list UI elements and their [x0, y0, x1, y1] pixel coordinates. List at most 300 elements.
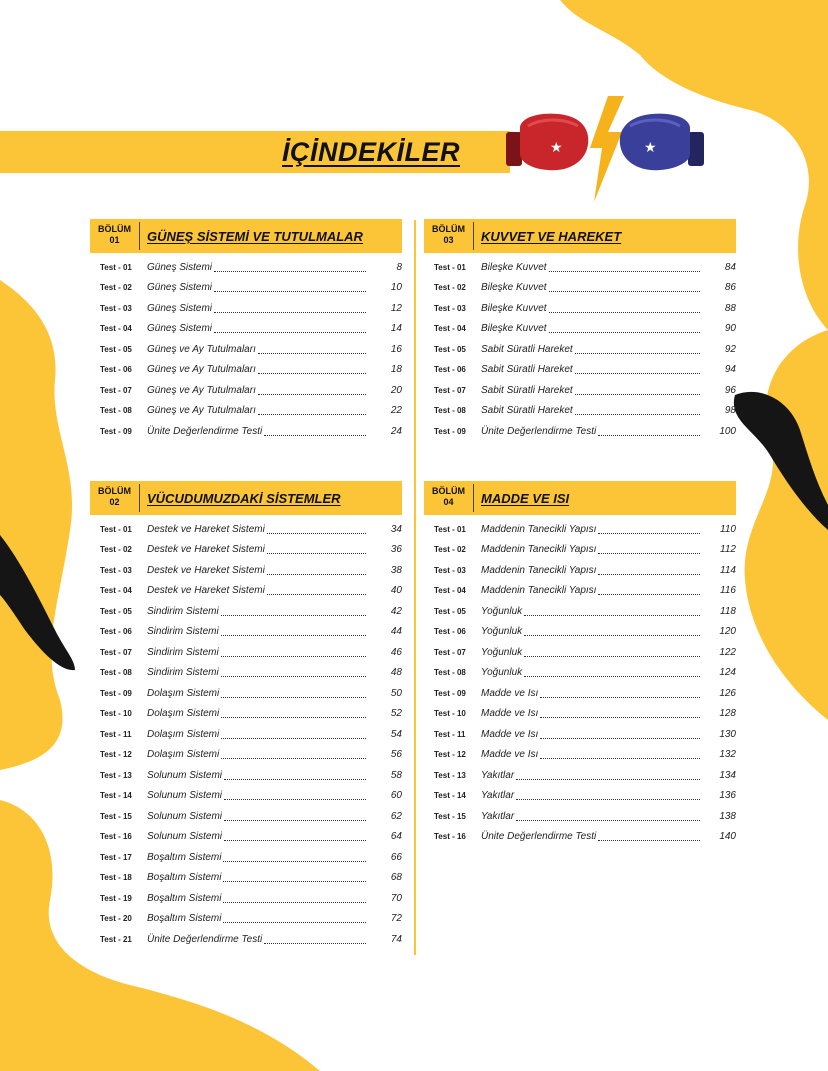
- toc-row: [424, 581, 736, 602]
- topic-name: Güneş ve Ay Tutulmaları: [147, 364, 256, 376]
- test-code: Test - 03: [100, 565, 132, 575]
- page-number: 98: [724, 405, 736, 417]
- dot-leader: [223, 861, 366, 862]
- toc-row: [424, 683, 736, 704]
- bolum-badge: [424, 219, 473, 253]
- test-code: Test - 09: [100, 688, 132, 698]
- dot-leader: [214, 291, 366, 292]
- page-number: 50: [390, 687, 402, 699]
- test-code: Test - 15: [434, 811, 466, 821]
- topic-name: Destek ve Hareket Sistemi: [147, 523, 265, 535]
- page-number: 18: [390, 364, 402, 376]
- page-number: 60: [390, 790, 402, 802]
- page-number: 52: [390, 708, 402, 720]
- dot-leader: [524, 635, 700, 636]
- toc-row: [424, 663, 736, 684]
- topic-name: Güneş Sistemi: [147, 323, 213, 335]
- page-number: 48: [390, 667, 402, 679]
- toc-row: [90, 683, 402, 704]
- dot-leader: [549, 271, 700, 272]
- page-number: 126: [719, 687, 736, 699]
- topic-name: Ünite Değerlendirme Testi: [147, 933, 263, 945]
- bolum-number: 02: [109, 497, 120, 507]
- test-code: Test - 04: [100, 324, 132, 334]
- dot-leader: [221, 676, 366, 677]
- bolum-number: 03: [443, 235, 454, 245]
- topic-name: Bileşke Kuvvet: [481, 282, 547, 294]
- topic-name: Sindirim Sistemi: [147, 667, 219, 679]
- section-header: [424, 219, 736, 253]
- toc-row: [90, 929, 402, 950]
- toc-row: [424, 704, 736, 725]
- test-code: Test - 11: [434, 729, 466, 739]
- section-header: [424, 481, 736, 515]
- test-code: Test - 05: [100, 344, 132, 354]
- topic-name: Solunum Sistemi: [147, 810, 223, 822]
- test-code: Test - 08: [434, 406, 466, 416]
- toc-row: [90, 540, 402, 561]
- test-code: Test - 02: [434, 545, 466, 555]
- page-number: 68: [390, 872, 402, 884]
- dot-leader: [267, 574, 366, 575]
- test-code: Test - 18: [100, 873, 132, 883]
- section-title: GÜNEŞ SİSTEMİ VE TUTULMALAR: [147, 229, 363, 244]
- header-separator: [473, 484, 474, 512]
- topic-name: Sabit Süratli Hareket: [481, 364, 573, 376]
- dot-leader: [264, 435, 366, 436]
- dot-leader: [540, 717, 700, 718]
- test-code: Test - 05: [434, 344, 466, 354]
- toc-row: [424, 339, 736, 360]
- page-number: 84: [724, 261, 736, 273]
- toc-row: [424, 360, 736, 381]
- section-title: VÜCUDUMUZDAKİ SİSTEMLER: [147, 491, 341, 506]
- topic-name: Madde ve Isı: [481, 749, 539, 761]
- right-yellow-blob: [745, 330, 828, 720]
- topic-name: Madde ve Isı: [481, 728, 539, 740]
- page-number: 90: [724, 323, 736, 335]
- test-code: Test - 02: [100, 545, 132, 555]
- dot-leader: [223, 922, 366, 923]
- toc-row: [90, 724, 402, 745]
- test-code: Test - 12: [100, 750, 132, 760]
- toc-row: [90, 786, 402, 807]
- toc-row: [424, 519, 736, 540]
- dot-leader: [516, 799, 700, 800]
- topic-name: Yoğunluk: [481, 667, 523, 679]
- toc-row: [90, 360, 402, 381]
- test-code: Test - 16: [100, 832, 132, 842]
- header-separator: [473, 222, 474, 250]
- toc-row: [424, 278, 736, 299]
- toc-row: [424, 601, 736, 622]
- toc-row: [424, 380, 736, 401]
- page-number: 12: [390, 302, 402, 314]
- topic-name: Solunum Sistemi: [147, 831, 223, 843]
- page-number: 140: [719, 831, 736, 843]
- topic-name: Dolaşım Sistemi: [147, 749, 220, 761]
- bolum-number: 04: [443, 497, 454, 507]
- dot-leader: [524, 676, 700, 677]
- dot-leader: [598, 435, 700, 436]
- topic-name: Solunum Sistemi: [147, 790, 223, 802]
- dot-leader: [598, 594, 700, 595]
- page-number: 66: [390, 851, 402, 863]
- page-number: 20: [390, 384, 402, 396]
- topic-name: Bileşke Kuvvet: [481, 302, 547, 314]
- test-code: Test - 19: [100, 893, 132, 903]
- dot-leader: [214, 271, 366, 272]
- test-code: Test - 06: [434, 365, 466, 375]
- topic-name: Yakıtlar: [481, 810, 515, 822]
- page-number: 24: [390, 425, 402, 437]
- toc-row: [90, 806, 402, 827]
- page-number: 96: [724, 384, 736, 396]
- dot-leader: [224, 820, 366, 821]
- topic-name: Maddenin Tanecikli Yapısı: [481, 564, 597, 576]
- topic-name: Destek ve Hareket Sistemi: [147, 585, 265, 597]
- topic-name: Ünite Değerlendirme Testi: [481, 831, 597, 843]
- lightning-bolt-icon: [590, 96, 624, 202]
- toc-row: [90, 642, 402, 663]
- page-number: 110: [720, 523, 736, 535]
- test-code: Test - 13: [100, 770, 132, 780]
- toc-row: [424, 540, 736, 561]
- section-header: [90, 481, 402, 515]
- blue-glove-icon: [620, 114, 704, 171]
- page-number: 38: [390, 564, 402, 576]
- test-code: Test - 09: [100, 426, 132, 436]
- section-01: [90, 219, 402, 442]
- page-number: 92: [724, 343, 736, 355]
- page-number: 138: [719, 810, 736, 822]
- topic-name: Boşaltım Sistemi: [147, 913, 222, 925]
- test-code: Test - 06: [434, 627, 466, 637]
- test-code: Test - 01: [434, 262, 466, 272]
- page-number: 10: [390, 282, 402, 294]
- page-number: 46: [390, 646, 402, 658]
- page-number: 134: [719, 769, 736, 781]
- toc-row: [424, 257, 736, 278]
- page-number: 74: [390, 933, 402, 945]
- svg-text:★: ★: [644, 140, 657, 156]
- topic-name: Güneş ve Ay Tutulmaları: [147, 384, 256, 396]
- test-code: Test - 07: [100, 647, 132, 657]
- topic-name: Güneş Sistemi: [147, 282, 213, 294]
- dot-leader: [598, 574, 700, 575]
- toc-row: [90, 519, 402, 540]
- test-code: Test - 03: [100, 303, 132, 313]
- toc-row: [424, 786, 736, 807]
- dot-leader: [267, 594, 366, 595]
- dot-leader: [267, 533, 366, 534]
- page-number: 44: [390, 626, 402, 638]
- page-number: 118: [720, 605, 736, 617]
- toc-row: [90, 888, 402, 909]
- toc-row: [90, 339, 402, 360]
- toc-row: [90, 380, 402, 401]
- dot-leader: [598, 840, 700, 841]
- test-code: Test - 04: [434, 324, 466, 334]
- topic-name: Boşaltım Sistemi: [147, 892, 222, 904]
- topic-name: Güneş ve Ay Tutulmaları: [147, 405, 256, 417]
- header-separator: [139, 222, 140, 250]
- dot-leader: [540, 697, 700, 698]
- topic-name: Maddenin Tanecikli Yapısı: [481, 585, 597, 597]
- test-code: Test - 07: [434, 385, 466, 395]
- test-code: Test - 01: [100, 262, 132, 272]
- dot-leader: [223, 902, 366, 903]
- toc-row: [90, 401, 402, 422]
- toc-row: [90, 298, 402, 319]
- dot-leader: [575, 373, 700, 374]
- dot-leader: [549, 332, 700, 333]
- test-code: Test - 05: [434, 606, 466, 616]
- page-number: 40: [390, 585, 402, 597]
- toc-row: [424, 560, 736, 581]
- toc-row: [424, 622, 736, 643]
- topic-name: Sabit Süratli Hareket: [481, 405, 573, 417]
- dot-leader: [258, 353, 366, 354]
- page-number: 100: [719, 425, 736, 437]
- page-number: 130: [719, 728, 736, 740]
- test-code: Test - 04: [100, 586, 132, 596]
- dot-leader: [214, 312, 366, 313]
- bolum-badge: [90, 219, 139, 253]
- test-code: Test - 11: [100, 729, 132, 739]
- page-number: 54: [390, 728, 402, 740]
- page-number: 86: [724, 282, 736, 294]
- topic-name: Sindirim Sistemi: [147, 605, 219, 617]
- toc-row: [90, 704, 402, 725]
- bolum-label: BÖLÜM: [98, 224, 131, 234]
- page-number: 70: [390, 892, 402, 904]
- page-number: 72: [390, 913, 402, 925]
- page-number: 14: [390, 323, 402, 335]
- topic-name: Güneş Sistemi: [147, 261, 213, 273]
- section-title: KUVVET VE HAREKET: [481, 229, 622, 244]
- topic-name: Destek ve Hareket Sistemi: [147, 544, 265, 556]
- bolum-label: BÖLÜM: [432, 486, 465, 496]
- topic-name: Yoğunluk: [481, 646, 523, 658]
- toc-row: [90, 765, 402, 786]
- dot-leader: [598, 533, 700, 534]
- topic-name: Bileşke Kuvvet: [481, 323, 547, 335]
- dot-leader: [524, 656, 700, 657]
- test-code: Test - 14: [100, 791, 132, 801]
- dot-leader: [224, 840, 366, 841]
- toc-row: [90, 581, 402, 602]
- page-number: 36: [390, 544, 402, 556]
- topic-name: Ünite Değerlendirme Testi: [147, 425, 263, 437]
- bolum-label: BÖLÜM: [432, 224, 465, 234]
- test-code: Test - 01: [100, 524, 132, 534]
- bolum-badge: [90, 481, 139, 515]
- topic-name: Dolaşım Sistemi: [147, 687, 220, 699]
- topic-name: Boşaltım Sistemi: [147, 851, 222, 863]
- dot-leader: [221, 738, 366, 739]
- topic-name: Yakıtlar: [481, 769, 515, 781]
- test-code: Test - 07: [434, 647, 466, 657]
- dot-leader: [224, 799, 366, 800]
- svg-text:★: ★: [550, 140, 563, 156]
- page-number: 114: [720, 564, 736, 576]
- page-number: 56: [390, 749, 402, 761]
- topic-name: Bileşke Kuvvet: [481, 261, 547, 273]
- test-code: Test - 13: [434, 770, 466, 780]
- page-title: İÇİNDEKİLER: [282, 137, 461, 167]
- topic-name: Boşaltım Sistemi: [147, 872, 222, 884]
- topic-name: Maddenin Tanecikli Yapısı: [481, 544, 597, 556]
- topic-name: Dolaşım Sistemi: [147, 728, 220, 740]
- section-02: [90, 481, 402, 950]
- topic-name: Madde ve Isı: [481, 708, 539, 720]
- test-code: Test - 07: [100, 385, 132, 395]
- page-number: 8: [396, 261, 402, 273]
- dot-leader: [575, 394, 700, 395]
- test-code: Test - 01: [434, 524, 466, 534]
- toc-row: [90, 847, 402, 868]
- dot-leader: [221, 697, 366, 698]
- dot-leader: [524, 615, 700, 616]
- test-code: Test - 02: [434, 283, 466, 293]
- topic-name: Madde ve Isı: [481, 687, 539, 699]
- dot-leader: [549, 291, 700, 292]
- toc-row: [424, 642, 736, 663]
- test-code: Test - 14: [434, 791, 466, 801]
- test-code: Test - 06: [100, 365, 132, 375]
- page-number: 122: [719, 646, 736, 658]
- dot-leader: [221, 717, 366, 718]
- page-number: 42: [390, 605, 402, 617]
- toc-list: [90, 519, 402, 950]
- topic-name: Sabit Süratli Hareket: [481, 343, 573, 355]
- topic-name: Dolaşım Sistemi: [147, 708, 220, 720]
- bolum-label: BÖLÜM: [98, 486, 131, 496]
- toc-row: [90, 909, 402, 930]
- page-number: 58: [390, 769, 402, 781]
- topic-name: Sindirim Sistemi: [147, 626, 219, 638]
- dot-leader: [575, 414, 700, 415]
- header-separator: [139, 484, 140, 512]
- toc-row: [90, 663, 402, 684]
- dot-leader: [575, 353, 700, 354]
- dot-leader: [258, 414, 366, 415]
- column-divider: [414, 220, 416, 955]
- test-code: Test - 08: [434, 668, 466, 678]
- dot-leader: [516, 820, 700, 821]
- dot-leader: [221, 635, 366, 636]
- test-code: Test - 16: [434, 832, 466, 842]
- page-number: 116: [720, 585, 736, 597]
- dot-leader: [267, 553, 366, 554]
- topic-name: Yakıtlar: [481, 790, 515, 802]
- toc-row: [424, 724, 736, 745]
- toc-row: [90, 257, 402, 278]
- test-code: Test - 10: [100, 709, 132, 719]
- page-number: 88: [724, 302, 736, 314]
- test-code: Test - 15: [100, 811, 132, 821]
- section-03: [424, 219, 736, 442]
- page-number: 94: [724, 364, 736, 376]
- section-04: [424, 481, 736, 847]
- toc-row: [424, 319, 736, 340]
- toc-row: [424, 765, 736, 786]
- toc-row: [424, 745, 736, 766]
- test-code: Test - 08: [100, 406, 132, 416]
- test-code: Test - 17: [100, 852, 132, 862]
- toc-row: [90, 601, 402, 622]
- toc-list: [90, 257, 402, 442]
- toc-row: [424, 421, 736, 442]
- dot-leader: [540, 738, 700, 739]
- toc-row: [90, 622, 402, 643]
- topic-name: Güneş Sistemi: [147, 302, 213, 314]
- bolum-badge: [424, 481, 473, 515]
- test-code: Test - 04: [434, 586, 466, 596]
- toc-row: [90, 278, 402, 299]
- page-number: 112: [720, 544, 736, 556]
- test-code: Test - 03: [434, 565, 466, 575]
- boxing-gloves-illustration: [498, 92, 712, 204]
- test-code: Test - 10: [434, 709, 466, 719]
- page-number: 120: [719, 626, 736, 638]
- toc-row: [90, 421, 402, 442]
- dot-leader: [264, 943, 366, 944]
- toc-row: [424, 827, 736, 848]
- toc-list: [424, 257, 736, 442]
- dot-leader: [598, 553, 700, 554]
- test-code: Test - 06: [100, 627, 132, 637]
- topic-name: Yoğunluk: [481, 626, 523, 638]
- topic-name: Sabit Süratli Hareket: [481, 384, 573, 396]
- toc-row: [90, 319, 402, 340]
- dot-leader: [224, 779, 366, 780]
- section-header: [90, 219, 402, 253]
- page-number: 16: [390, 343, 402, 355]
- dot-leader: [540, 758, 700, 759]
- dot-leader: [223, 881, 366, 882]
- test-code: Test - 20: [100, 914, 132, 924]
- test-code: Test - 05: [100, 606, 132, 616]
- page-number: 64: [390, 831, 402, 843]
- page-number: 22: [390, 405, 402, 417]
- topic-name: Maddenin Tanecikli Yapısı: [481, 523, 597, 535]
- page-number: 136: [719, 790, 736, 802]
- dot-leader: [258, 394, 366, 395]
- test-code: Test - 02: [100, 283, 132, 293]
- page-number: 128: [719, 708, 736, 720]
- dot-leader: [221, 758, 366, 759]
- bolum-number: 01: [109, 235, 120, 245]
- test-code: Test - 12: [434, 750, 466, 760]
- test-code: Test - 08: [100, 668, 132, 678]
- test-code: Test - 09: [434, 688, 466, 698]
- test-code: Test - 21: [100, 934, 132, 944]
- topic-name: Destek ve Hareket Sistemi: [147, 564, 265, 576]
- dot-leader: [258, 373, 366, 374]
- test-code: Test - 03: [434, 303, 466, 313]
- page-number: 62: [390, 810, 402, 822]
- toc-list: [424, 519, 736, 847]
- toc-row: [90, 868, 402, 889]
- left-yellow-blob: [0, 280, 72, 770]
- topic-name: Ünite Değerlendirme Testi: [481, 425, 597, 437]
- page-number: 34: [390, 523, 402, 535]
- dot-leader: [549, 312, 700, 313]
- page-number: 132: [719, 749, 736, 761]
- toc-row: [424, 401, 736, 422]
